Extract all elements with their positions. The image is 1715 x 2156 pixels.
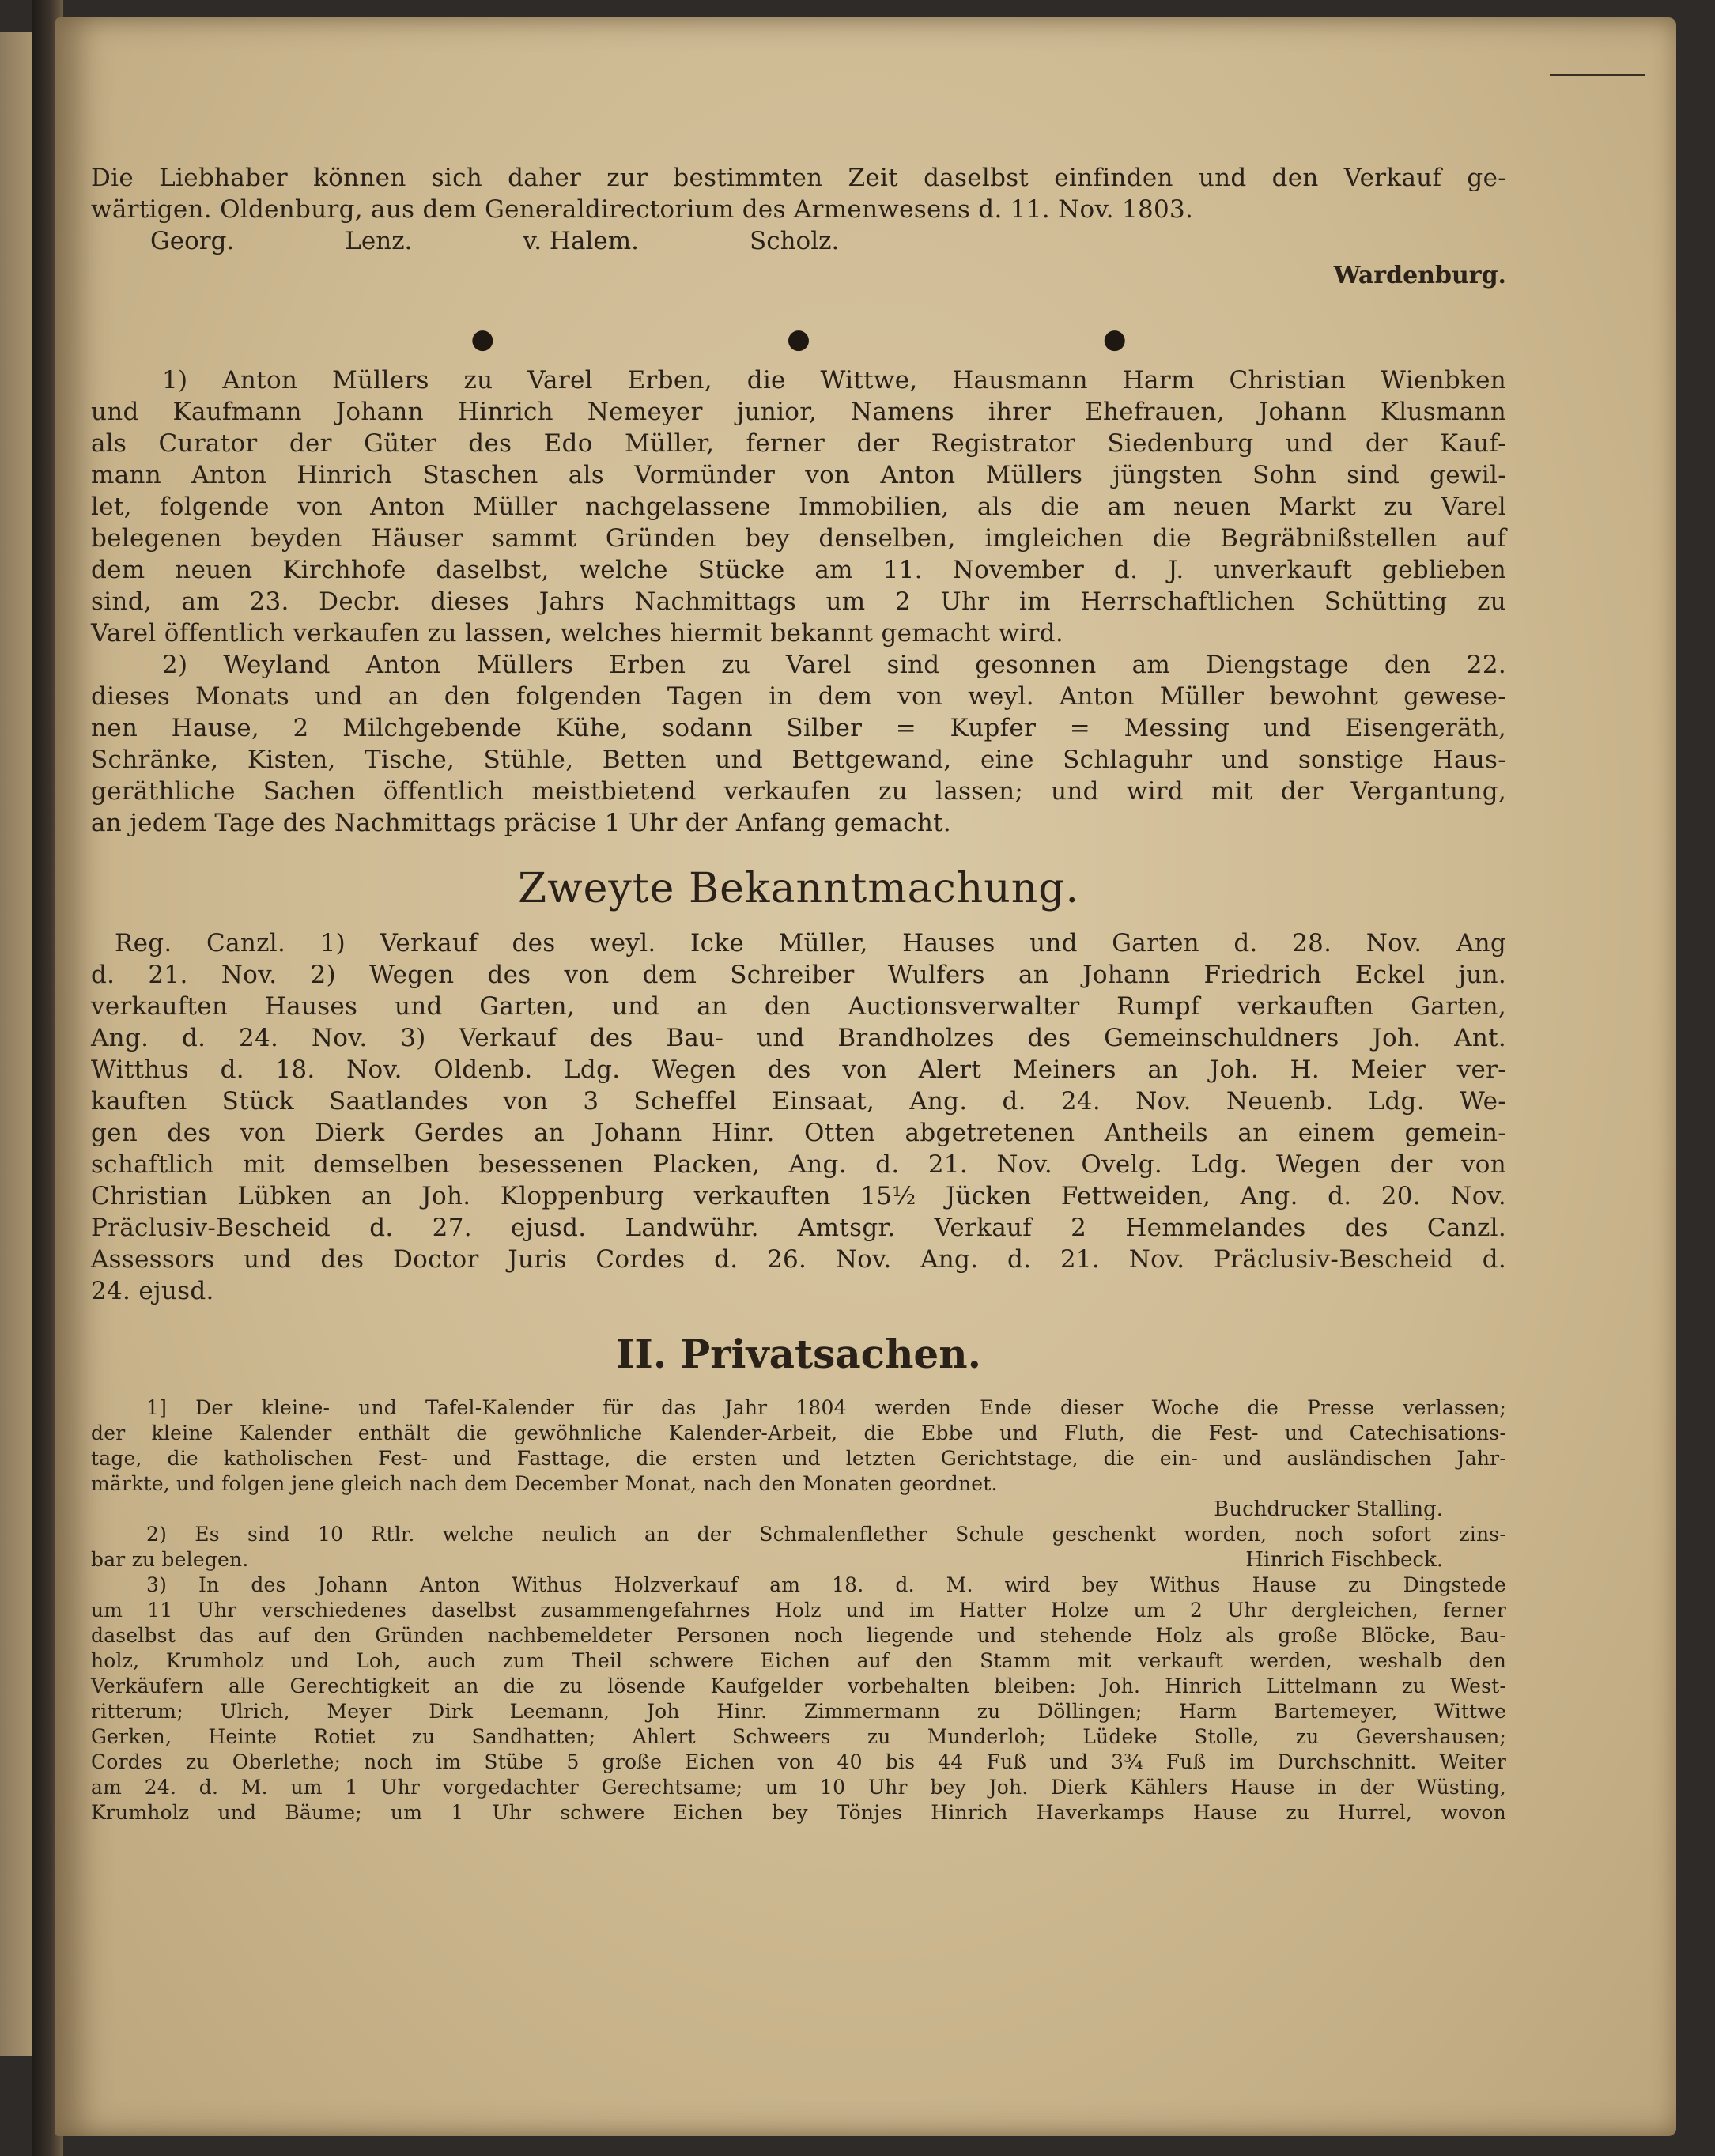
text-line: Assessors und des Doctor Juris Cordes d. 26. Nov. Ang. d. 21. Nov. Präclusiv-Bescheid d. — [91, 1245, 1506, 1274]
text-line: Schränke, Kisten, Tische, Stühle, Betten und Bettgewand, eine Schlaguhr und sonstige Haus- — [91, 746, 1506, 774]
text-line: 1] Der kleine- und Tafel-Kalender für das Jahr 1804 werden Ende dieser Woche die Presse verlassen; — [146, 1396, 1506, 1419]
privatsachen-heading: II. Privatsachen. — [616, 1331, 981, 1377]
text-line: Gerken, Heinte Rotiet zu Sandhatten; Ahlert Schweers zu Munderloh; Lüdeke Stolle, zu Gevershausen; — [91, 1725, 1506, 1748]
text-line: mann Anton Hinrich Staschen als Vormünder von Anton Müllers jüngsten Sohn sind gewil- — [91, 461, 1506, 489]
signature-fischbeck: Hinrich Fischbeck. — [1245, 1548, 1443, 1572]
text-line: schaftlich mit demselben besessenen Placken, Ang. d. 21. Nov. Ovelg. Ldg. Wegen der von — [91, 1150, 1506, 1179]
text-line: an jedem Tage des Nachmittags präcise 1 Uhr der Anfang gemacht. — [91, 809, 952, 837]
text-line: Varel öffentlich verkaufen zu lassen, welches hiermit bekannt gemacht wird. — [91, 619, 1064, 648]
wardenburg-paragraph-1 — [91, 364, 1506, 649]
text-line: ritterum; Ulrich, Meyer Dirk Leemann, Joh Hinr. Zimmermann zu Döllingen; Harm Bartemeyer, Wittwe — [91, 1700, 1506, 1723]
text-line: Cordes zu Oberlethe; noch im Stübe 5 große Eichen von 40 bis 44 Fuß und 3¾ Fuß im Durchschnitt. Weiter — [91, 1750, 1506, 1773]
section-place-wardenburg: Wardenburg. — [1333, 262, 1506, 289]
separator-rule — [1550, 74, 1645, 76]
intro-line-1: Die Liebhaber können sich daher zur bestimmten Zeit daselbst einfinden und den Verkauf ge- — [91, 164, 1506, 192]
privat-paragraph-1 — [91, 1395, 1506, 1522]
bullet-2: ● — [787, 323, 810, 355]
bullet-3: ● — [1102, 323, 1127, 355]
signature-scholz: Scholz. — [749, 227, 840, 255]
text-line: sind, am 23. Decbr. dieses Jahrs Nachmittags um 2 Uhr im Herrschaftlichen Schütting zu — [91, 587, 1506, 616]
bullet-1: ● — [470, 323, 495, 355]
signatures — [150, 225, 1506, 257]
text-line: 1) Anton Müllers zu Varel Erben, die Wittwe, Hausmann Harm Christian Wienbken — [162, 366, 1506, 395]
text-line: 2) Weyland Anton Müllers Erben zu Varel sind gesonnen am Diengstage den 22. — [162, 651, 1506, 679]
text-line: gen des von Dierk Gerdes an Johann Hinr. Otten abgetretenen Antheils an einem gemein- — [91, 1119, 1506, 1147]
text-line: um 11 Uhr verschiedenes daselbst zusammengefahrnes Holz und im Hatter Holze um 2 Uhr dergleichen, ferner — [91, 1599, 1506, 1622]
zweyte-bekanntmachung-text — [91, 927, 1506, 1307]
text-line: verkauften Hauses und Garten, und an den Auctionsverwalter Rumpf verkauften Garten, — [91, 992, 1506, 1021]
privat-paragraph-3 — [91, 1573, 1506, 1826]
text-line: belegenen beyden Häuser sammt Gründen bey denselben, imgleichen die Begräbnißstellen auf — [91, 524, 1506, 553]
intro-block — [91, 162, 1506, 292]
text-line: Reg. Canzl. 1) Verkauf des weyl. Icke Müller, Hauses und Garten d. 28. Nov. Ang — [115, 929, 1506, 957]
text-line: märkte, und folgen jene gleich nach dem December Monat, nach den Monaten geordnet. — [91, 1472, 998, 1495]
signature-halem: v. Halem. — [523, 227, 639, 255]
bullet-separator — [91, 323, 1506, 355]
text-line: let, folgende von Anton Müller nachgelassene Immobilien, als die am neuen Markt zu Varel — [91, 493, 1506, 521]
signature-lenz: Lenz. — [345, 227, 413, 255]
text-line: 24. ejusd. — [91, 1277, 214, 1305]
text-line: tage, die katholischen Fest- und Fasttage, die ersten und letzten Gerichtstage, die ein- und ausländischen Jahr- — [91, 1447, 1506, 1470]
text-line: Witthus d. 18. Nov. Oldenb. Ldg. Wegen des von Alert Meiners an Joh. H. Meier ver- — [91, 1055, 1506, 1084]
text-line: Christian Lübken an Joh. Kloppenburg verkauften 15½ Jücken Fettweiden, Ang. d. 20. Nov. — [91, 1182, 1506, 1210]
text-line: dieses Monats und an den folgenden Tagen in dem von weyl. Anton Müller bewohnt gewese- — [91, 682, 1506, 711]
text-line: als Curator der Güter des Edo Müller, ferner der Registrator Siedenburg und der Kauf- — [91, 429, 1506, 458]
intro-line-2: wärtigen. Oldenburg, aus dem Generaldirectorium des Armenwesens d. 11. Nov. 1803. — [91, 195, 1194, 224]
text-line: 2) Es sind 10 Rtlr. welche neulich an der Schmalenflether Schule geschenkt worden, noch sofort zins- — [146, 1523, 1506, 1546]
text-line: 3) In des Johann Anton Withus Holzverkauf am 18. d. M. wird bey Withus Hause zu Dingstede — [146, 1573, 1506, 1596]
text-line: d. 21. Nov. 2) Wegen des von dem Schreiber Wulfers an Johann Friedrich Eckel jun. — [91, 961, 1506, 989]
text-line: und Kaufmann Johann Hinrich Nemeyer junior, Namens ihrer Ehefrauen, Johann Klusmann — [91, 398, 1506, 426]
text-line: Präclusiv-Bescheid d. 27. ejusd. Landwühr. Amtsgr. Verkauf 2 Hemmelandes des Canzl. — [91, 1214, 1506, 1242]
text-line: holz, Krumholz und Loh, auch zum Theil schwere Eichen auf den Stamm mit verkauft werden, weshalb den — [91, 1649, 1506, 1672]
zweyte-bekanntmachung-heading: Zweyte Bekanntmachung. — [517, 865, 1080, 912]
text-line: am 24. d. M. um 1 Uhr vorgedachter Gerechtsame; um 10 Uhr bey Joh. Dierk Kählers Hause in der Wüsting, — [91, 1776, 1506, 1799]
text-line: geräthliche Sachen öffentlich meistbietend verkaufen zu lassen; und wird mit der Vergantung, — [91, 777, 1506, 806]
text-line: Verkäufern alle Gerechtigkeit an die zu lösende Kaufgelder vorbehalten bleiben: Joh. Hinrich Littelmann zu West- — [91, 1675, 1506, 1697]
text-line: der kleine Kalender enthält die gewöhnliche Kalender-Arbeit, die Ebbe und Fluth, die Fest- und Catechisations- — [91, 1422, 1506, 1444]
privat-paragraph-2 — [91, 1522, 1506, 1573]
facing-page-edge — [0, 32, 32, 2056]
signature-stalling: Buchdrucker Stalling. — [1214, 1497, 1443, 1521]
text-line: Krumholz und Bäume; um 1 Uhr schwere Eichen bey Tönjes Hinrich Haverkamps Hause zu Hurrel, wovon — [91, 1801, 1506, 1824]
signature-georg: Georg. — [150, 227, 235, 255]
text-line: Ang. d. 24. Nov. 3) Verkauf des Bau- und Brandholzes des Gemeinschuldners Joh. Ant. — [91, 1024, 1506, 1052]
text-line: bar zu belegen. — [91, 1548, 249, 1571]
text-line: daselbst das auf den Gründen nachbemeldeter Personen noch liegende und stehende Holz als große Blöcke, Bau- — [91, 1624, 1506, 1647]
text-line: kauften Stück Saatlandes von 3 Scheffel Einsaat, Ang. d. 24. Nov. Neuenb. Ldg. We- — [91, 1087, 1506, 1116]
wardenburg-paragraph-2 — [91, 649, 1506, 839]
page-content — [91, 162, 1506, 1826]
text-line: dem neuen Kirchhofe daselbst, welche Stücke am 11. November d. J. unverkauft geblieben — [91, 556, 1506, 584]
text-line: nen Hause, 2 Milchgebende Kühe, sodann Silber = Kupfer = Messing und Eisengeräth, — [91, 714, 1506, 742]
